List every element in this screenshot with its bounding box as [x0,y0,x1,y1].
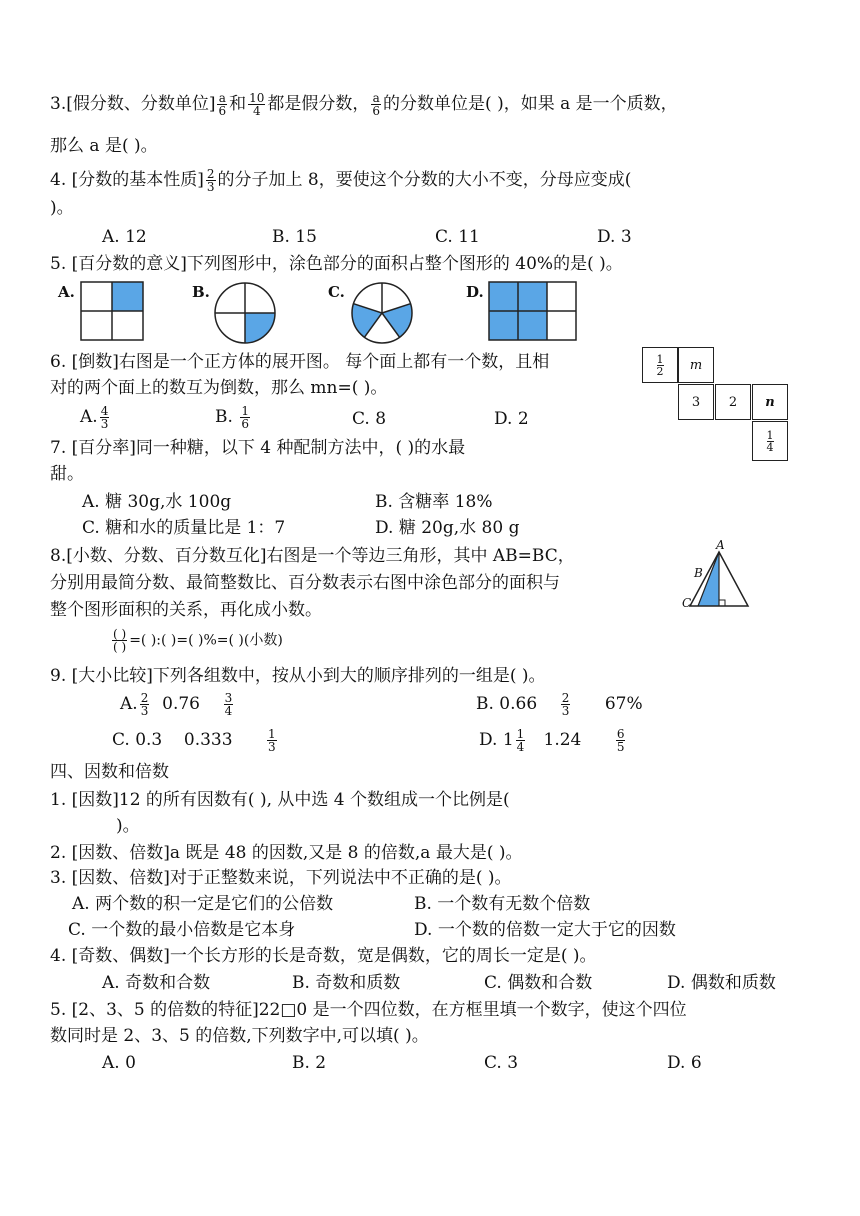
q4-line1 [50,168,631,193]
q9-option-d: D. 1 $\frac{1}{4}$ 1.24 $\frac{6}{5}$ [479,727,625,754]
fraction: $\frac{2}{3}$ [206,167,215,194]
net-cell-quarter: 1 4 [752,421,788,461]
tri-label-b: B [694,566,703,580]
figure-c-circle [350,281,414,345]
tri-label-a: A [716,538,725,552]
q9-option-b: B. 0.66 $\frac{2}{3}$ 67% [476,691,643,718]
s4-q3-option-a: A. 两个数的积一定是它们的公倍数 [72,894,334,914]
q8-line3: 整个图形面积的关系，再化成小数。 [50,600,322,620]
q3-line1 [50,92,678,117]
section-heading: 四、因数和倍数 [50,762,169,782]
q3-text: 3.[假分数、分数单位] [50,94,216,114]
q4-option-b: B. 15 [272,227,317,247]
q7-option-c: C. 糖和水的质量比是 1：7 [82,518,286,538]
q8-line1: 8.[小数、分数、百分数互化]右图是一个等边三角形，其中 AB=BC， [50,546,575,566]
q9-option-c: C. 0.3 0.333 $\frac{1}{3}$ [112,727,276,754]
net-cell-3: 3 [678,384,714,420]
figure-a-square [80,281,144,341]
q6-line1: 6. [倒数]右图是一个正方体的展开图。 每个面上都有一个数，且相 [50,352,550,372]
s4-q5-option-d: D. 6 [667,1053,702,1073]
s4-q4-option-a: A. 奇数和合数 [102,973,211,993]
net-cell-2: 2 [715,384,751,420]
q3-text: 和 [229,94,247,114]
q7-line2: 甜。 [50,464,84,484]
net-cell-m: m [678,347,714,383]
net-cell-half: 1 2 [642,347,678,383]
s4-q5-line1: 5. [2、3、5 的倍数的特征]22□0 是一个四位数，在方框里填一个数字，使这个四位 [50,1000,687,1020]
q7-option-d: D. 糖 20g,水 80 g [375,518,520,538]
q4-option-d: D. 3 [597,227,632,247]
q3-text: 的分数单位是( )，如果 a 是一个质数， [383,94,678,114]
q4-option-a: A. 12 [102,227,147,247]
q5-label-d: D. [466,283,484,301]
tri-label-c: C [682,596,692,610]
q4-text: 的分子加上 8，要使这个分数的大小不变，分母应变成( [217,170,632,190]
s4-q3-option-b: B. 一个数有无数个倍数 [414,894,591,914]
q7-line1: 7. [百分率]同一种糖，以下 4 种配制方法中，( )的水最 [50,438,466,458]
s4-q5-option-a: A. 0 [102,1053,136,1073]
q4-line2: )。 [50,198,74,218]
q6-option-a: A. $\frac{4}{3}$ [80,404,109,431]
q6-line2: 对的两个面上的数互为倒数，那么 mn=( )。 [50,378,388,398]
fraction: $\frac{a}{6}$ [372,91,381,118]
q3-text: 都是假分数， [267,94,370,114]
fraction: $\frac{a}{6}$ [218,91,227,118]
figure-b-circle [213,281,277,345]
q6-option-d: D. 2 [494,409,529,429]
s4-q1-line1: 1. [因数]12 的所有因数有( ), 从中选 4 个数组成一个比例是( [50,790,510,810]
q6-option-b: B. $\frac{1}{6}$ [215,404,249,431]
q8-line2: 分别用最简分数、最简整数比、百分数表示右图中涂色部分的面积与 [50,573,560,593]
s4-q4-option-d: D. 偶数和质数 [667,973,776,993]
s4-q2: 2. [因数、倍数]a 既是 48 的因数,又是 8 的倍数,a 最大是( )。 [50,843,523,863]
q9-option-a: A. $\frac{2}{3}$ 0.76 $\frac{3}{4}$ [120,691,233,718]
q4-option-c: C. 11 [435,227,480,247]
s4-q3: 3. [因数、倍数]对于正整数来说，下列说法中不正确的是( )。 [50,868,512,888]
net-cell-n: n [752,384,788,420]
q7-option-b: B. 含糖率 18% [375,492,493,512]
q5-label-b: B. [192,283,210,301]
q8-answer-line: $\frac{( )}{( )}$ =( ):( )=( )%=( )(小数) [113,627,283,654]
figure-d-rectangle [488,281,578,341]
s4-q3-option-d: D. 一个数的倍数一定大于它的因数 [414,920,676,940]
s4-q4-option-b: B. 奇数和质数 [292,973,401,993]
s4-q4-option-c: C. 偶数和合数 [484,973,593,993]
q7-option-a: A. 糖 30g,水 100g [82,492,232,512]
s4-q5-option-c: C. 3 [484,1053,519,1073]
q4-text: 4. [分数的基本性质] [50,170,204,190]
q3-line2: 那么 a 是( )。 [50,136,158,156]
s4-q5-line2: 数同时是 2、3、5 的倍数,下列数字中,可以填( )。 [50,1026,429,1046]
q5-text: 5. [百分数的意义]下列图形中，涂色部分的面积占整个图形的 40%的是( )。 [50,254,623,274]
s4-q4: 4. [奇数、偶数]一个长方形的长是奇数，宽是偶数，它的周长一定是( )。 [50,946,597,966]
q6-option-c: C. 8 [352,409,387,429]
q5-label-c: C. [328,283,345,301]
fraction: $\frac{10}{4}$ [249,91,265,118]
s4-q1-line2: )。 [116,816,140,836]
q9-text: 9. [大小比较]下列各组数中，按从小到大的顺序排列的一组是( )。 [50,666,546,686]
s4-q5-option-b: B. 2 [292,1053,327,1073]
q5-label-a: A. [58,283,75,301]
s4-q3-option-c: C. 一个数的最小倍数是它本身 [68,920,296,940]
